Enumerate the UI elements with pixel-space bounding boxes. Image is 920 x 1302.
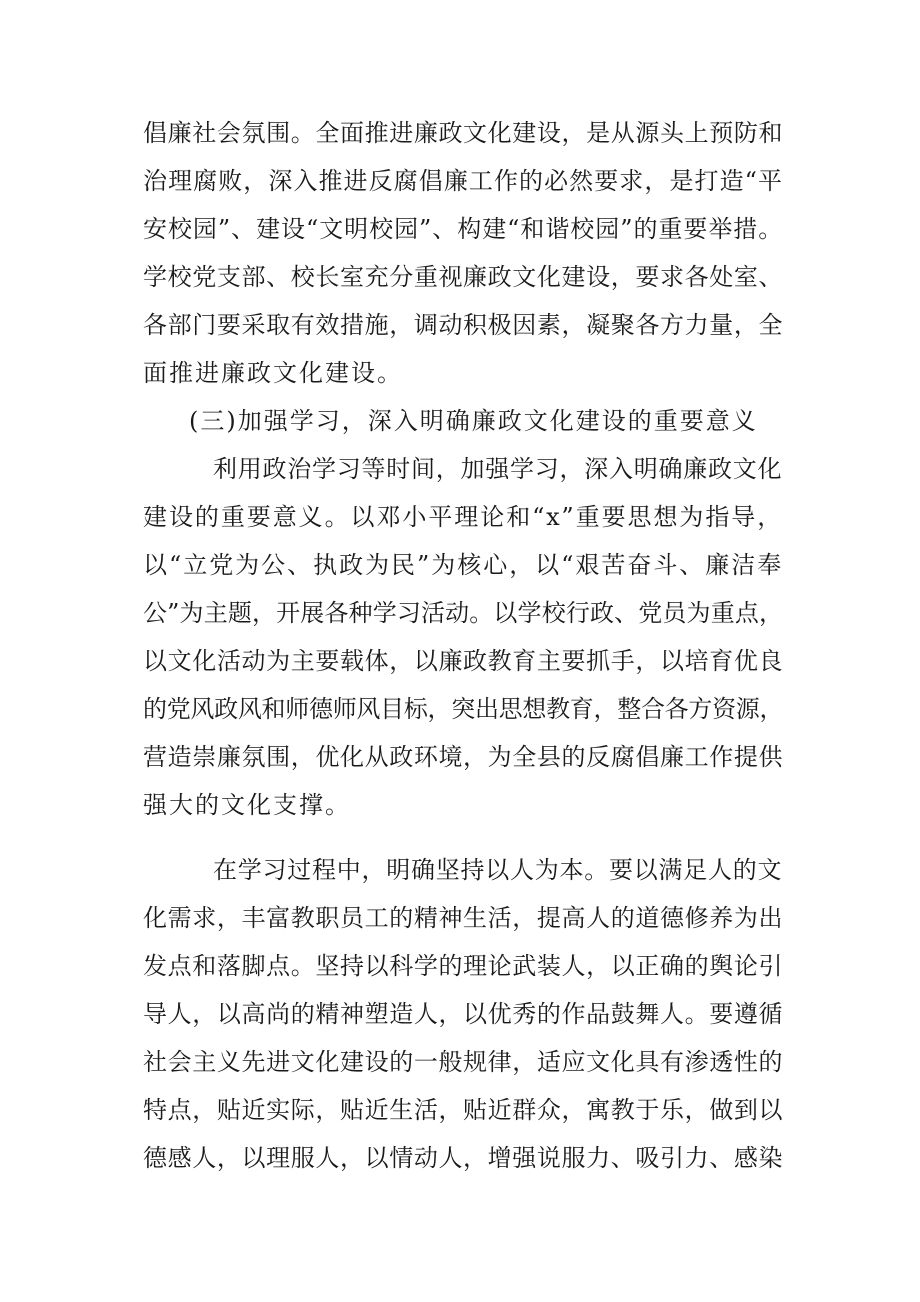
text-line: 发点和落脚点。坚持以科学的理论武装人，以正确的舆论引 <box>143 952 783 980</box>
text-line: 各部门要采取有效措施，调动积极因素，凝聚各方力量，全 <box>143 311 783 339</box>
text-line: 的党风政风和师德师风目标，突出思想教育，整合各方资源， <box>143 695 783 723</box>
text-line: 治理腐败，深入推进反腐倡廉工作的必然要求，是打造“平 <box>143 167 783 195</box>
paragraph-gap <box>143 829 783 846</box>
text-line: 营造崇廉氛围，优化从政环境，为全县的反腐倡廉工作提供 <box>143 743 783 771</box>
text-line: 学校党支部、校长室充分重视廉政文化建设，要求各处室、 <box>143 263 783 291</box>
text-line: 特点，贴近实际，贴近生活，贴近群众，寓教于乐，做到以 <box>143 1096 783 1124</box>
document-body <box>143 109 783 1182</box>
text-line: 安校园”、建设“文明校园”、构建“和谐校园”的重要举措。 <box>143 215 783 243</box>
text-line: 以“立党为公、执政为民”为核心，以“艰苦奋斗、廉洁奉 <box>143 551 783 579</box>
text-line: 面推进廉政文化建设。 <box>143 359 403 387</box>
text-line: 强大的文化支撑。 <box>143 791 351 819</box>
text-line: 德感人，以理服人，以情动人，增强说服力、吸引力、感染 <box>143 1144 783 1172</box>
text-line: 以文化活动为主要载体，以廉政教育主要抓手，以培育优良 <box>143 647 783 675</box>
text-line: 公”为主题，开展各种学习活动。以学校行政、党员为重点， <box>143 599 783 627</box>
text-line: 导人，以高尚的精神塑造人，以优秀的作品鼓舞人。要遵循 <box>143 1000 783 1028</box>
section-heading: (三)加强学习，深入明确廉政文化建设的重要意义 <box>189 407 758 435</box>
text-line: 社会主义先进文化建设的一般规律，适应文化具有渗透性的 <box>143 1048 783 1076</box>
paragraph-first-line: 在学习过程中，明确坚持以人为本。要以满足人的文 <box>213 856 783 884</box>
text-line: 建设的重要意义。以邓小平理论和“x”重要思想为指导， <box>143 503 783 531</box>
text-line: 化需求，丰富教职员工的精神生活，提高人的道德修养为出 <box>143 904 783 932</box>
text-line: 倡廉社会氛围。全面推进廉政文化建设，是从源头上预防和 <box>143 119 783 147</box>
paragraph-first-line: 利用政治学习等时间，加强学习，深入明确廉政文化 <box>213 455 783 483</box>
